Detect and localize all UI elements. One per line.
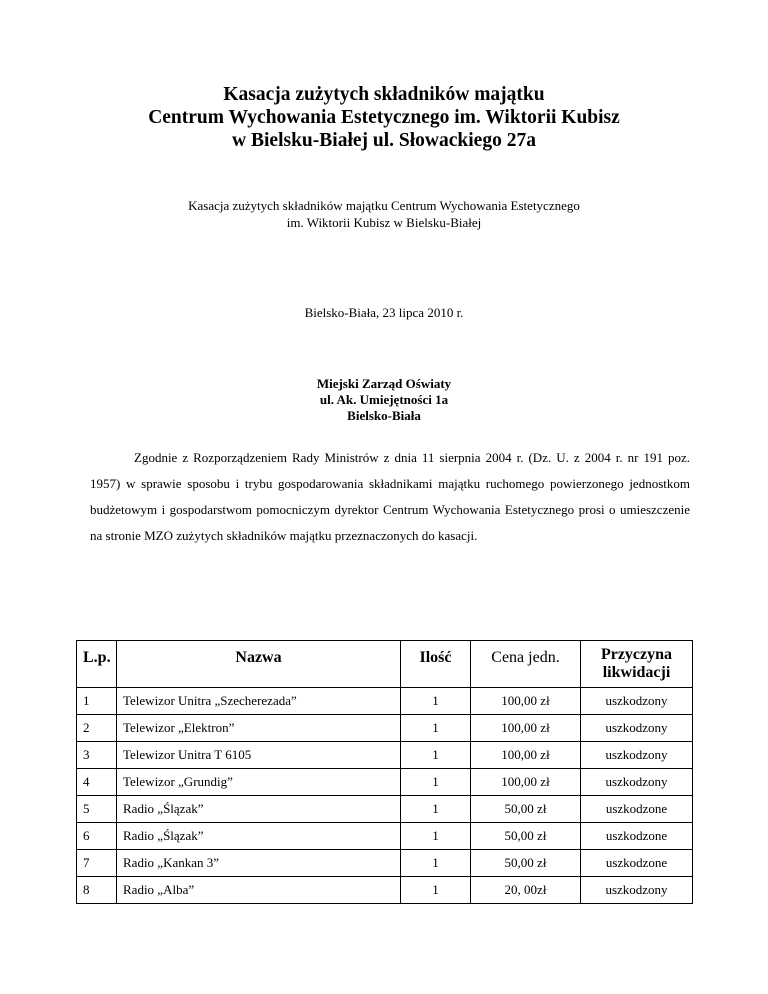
cell-cena: 100,00 zł <box>471 742 581 769</box>
cell-nazwa: Telewizor Unitra „Szecherezada” <box>117 688 401 715</box>
cell-lp: 2 <box>77 715 117 742</box>
header-cena: Cena jedn. <box>471 641 581 688</box>
table-row <box>77 823 693 850</box>
cell-przyczyna: uszkodzone <box>581 850 693 877</box>
subtitle-line-1: Kasacja zużytych składników majątku Centrum Wychowania Estetycznego <box>188 198 580 213</box>
cell-cena: 100,00 zł <box>471 688 581 715</box>
table-row <box>77 715 693 742</box>
cell-lp: 1 <box>77 688 117 715</box>
cell-ilosc: 1 <box>401 823 471 850</box>
subtitle-line-2: im. Wiktorii Kubisz w Bielsku-Białej <box>286 215 482 230</box>
cell-ilosc: 1 <box>401 850 471 877</box>
cell-ilosc: 1 <box>401 715 471 742</box>
recipient-line-3: Bielsko-Biała <box>347 408 421 423</box>
cell-przyczyna: uszkodzony <box>581 742 693 769</box>
cell-cena: 50,00 zł <box>471 850 581 877</box>
table-row <box>77 688 693 715</box>
recipient-address <box>0 376 768 424</box>
cell-przyczyna: uszkodzone <box>581 823 693 850</box>
header-przyczyna: Przyczyna likwidacji <box>581 641 693 688</box>
cell-lp: 8 <box>77 877 117 904</box>
document-subtitle <box>0 197 768 231</box>
cell-nazwa: Telewizor „Grundig” <box>117 769 401 796</box>
cell-przyczyna: uszkodzone <box>581 796 693 823</box>
cell-nazwa: Radio „Ślązak” <box>117 796 401 823</box>
table-row <box>77 742 693 769</box>
header-nazwa: Nazwa <box>117 641 401 688</box>
cell-ilosc: 1 <box>401 769 471 796</box>
cell-nazwa: Telewizor Unitra T 6105 <box>117 742 401 769</box>
table-row <box>77 877 693 904</box>
header-ilosc: Ilość <box>401 641 471 688</box>
cell-lp: 5 <box>77 796 117 823</box>
cell-przyczyna: uszkodzony <box>581 769 693 796</box>
table-row <box>77 796 693 823</box>
table-header-row <box>77 641 693 688</box>
cell-nazwa: Radio „Alba” <box>117 877 401 904</box>
table-row <box>77 769 693 796</box>
cell-nazwa: Radio „Kankan 3” <box>117 850 401 877</box>
cell-przyczyna: uszkodzony <box>581 877 693 904</box>
body-paragraph <box>90 445 690 549</box>
cell-lp: 6 <box>77 823 117 850</box>
cell-nazwa: Telewizor „Elektron” <box>117 715 401 742</box>
document-title <box>0 83 768 152</box>
cell-cena: 50,00 zł <box>471 796 581 823</box>
cell-cena: 100,00 zł <box>471 769 581 796</box>
cell-lp: 4 <box>77 769 117 796</box>
recipient-line-2: ul. Ak. Umiejętności 1a <box>319 392 449 407</box>
assets-table <box>76 640 693 904</box>
cell-cena: 50,00 zł <box>471 823 581 850</box>
cell-lp: 7 <box>77 850 117 877</box>
body-paragraph-text: Zgodnie z Rozporządzeniem Rady Ministrów z dnia 11 sierpnia 2004 r. (Dz. U. z 2004 r. nr 191 poz. 1957) w sprawie sposobu i trybu gospodarowania składnikami majątku ruchomego powierzonego jednostkom budżetowym i gospodarstwom pomocniczym dyrektor Centrum Wychowania Estetycznego prosi o umieszczenie na stronie MZO zużytych składników majątku przeznaczonych do kasacji. <box>90 450 690 543</box>
cell-nazwa: Radio „Ślązak” <box>117 823 401 850</box>
cell-lp: 3 <box>77 742 117 769</box>
cell-ilosc: 1 <box>401 688 471 715</box>
cell-ilosc: 1 <box>401 742 471 769</box>
title-line-2: Centrum Wychowania Estetycznego im. Wiktorii Kubisz <box>148 107 620 128</box>
cell-cena: 100,00 zł <box>471 715 581 742</box>
table-row <box>77 850 693 877</box>
cell-przyczyna: uszkodzony <box>581 688 693 715</box>
header-lp: L.p. <box>77 641 117 688</box>
title-line-3: w Bielsku-Białej ul. Słowackiego 27a <box>232 130 536 151</box>
title-line-1: Kasacja zużytych składników majątku <box>223 84 545 105</box>
cell-ilosc: 1 <box>401 877 471 904</box>
cell-przyczyna: uszkodzony <box>581 715 693 742</box>
cell-ilosc: 1 <box>401 796 471 823</box>
cell-cena: 20, 00zł <box>471 877 581 904</box>
document-date: Bielsko-Biała, 23 lipca 2010 r. <box>304 305 464 320</box>
recipient-line-1: Miejski Zarząd Oświaty <box>316 376 452 391</box>
